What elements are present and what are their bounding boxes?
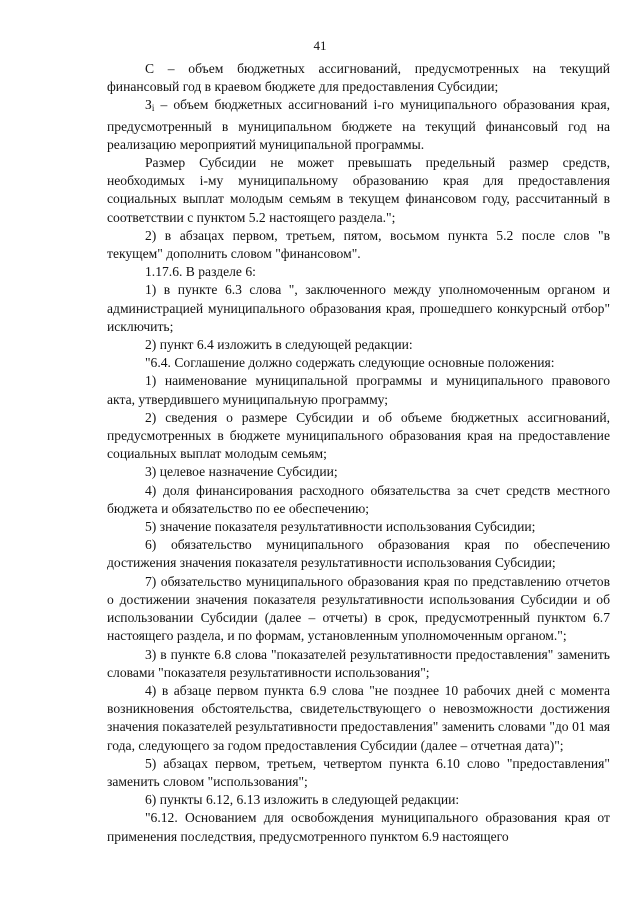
paragraph: 2) пункт 6.4 изложить в следующей редакции: [145, 337, 413, 353]
paragraph: "6.4. Соглашение должно содержать следующие основные положения: [145, 355, 555, 371]
list-item: 7) обязательство муниципального образования края по представлению отчетов о достижении значения показателя результативности использования Субсидии и об использовании Субсидии (далее – отчеты) в срок, предусмотренный пунктом 6.7 настоящего раздела, и по формам, установленным уполномоченным органом."; [107, 573, 610, 644]
paragraph: С – объем бюджетных ассигнований, предусмотренных на текущий финансовый год в краевом бюджете для предоставления Субсидии; [107, 61, 610, 95]
page-number: 41 [313, 38, 327, 53]
paragraph: 1) в пункте 6.3 слова ", заключенного между уполномоченным органом и администрацией муниципального образования края, прошедшего конкурсный отбор" исключить; [107, 282, 610, 334]
list-item: 1) наименование муниципальной программы и муниципального правового акта, утвердившего муниципальную программу; [107, 373, 610, 407]
paragraph: 2) в абзацах первом, третьем, пятом, восьмом пункта 5.2 после слов "в текущем" дополнить словом "финансовом". [107, 227, 610, 262]
list-item: 4) доля финансирования расходного обязательства за счет средств местного бюджета и обязательство по ее обеспечению; [107, 482, 610, 516]
list-item: 2) сведения о размере Субсидии и об объеме бюджетных ассигнований, предусмотренных в бюджете муниципального образования края на предоставление социальных выплат молодым семьям; [107, 409, 610, 462]
paragraph: 5) абзацах первом, третьем, четвертом пункта 6.10 слово "предоставления" заменить словом "использования"; [107, 755, 610, 789]
paragraph: 4) в абзаце первом пункта 6.9 слова "не позднее 10 рабочих дней с момента возникновения обстоятельства, свидетельствующего о невозможности достижения значения показателей результативности предоставления" заменить словами "до 01 мая года, следующего за годом предоставления Субсидии (далее – отчетная дата)"; [107, 682, 610, 753]
section-heading: 1.17.6. В разделе 6: [145, 264, 256, 280]
list-item: 6) обязательство муниципального образования края по обеспечению достижения значения показателя результативности использования Субсидии; [107, 537, 610, 571]
paragraph: 3) в пункте 6.8 слова "показателей результативности предоставления" заменить словами "показателя результативности использования"; [107, 646, 610, 680]
paragraph: Размер Субсидии не может превышать предельный размер средств, необходимых i-му муниципальному образованию края для предоставления социальных выплат молодым семьям в текущем финансовом году, рассчитанный в соответствии с пунктом 5.2 настоящего раздела."; [107, 155, 610, 225]
variable-subscript: i [151, 103, 155, 114]
variable-symbol: З [145, 97, 152, 113]
list-item: 3) целевое назначение Субсидии; [145, 464, 338, 480]
list-item: 5) значение показателя результативности использования Субсидии; [145, 519, 536, 535]
paragraph: "6.12. Основанием для освобождения муниципального образования края от применения последствия, предусмотренного пунктом 6.9 настоящего [107, 810, 610, 844]
paragraph: 6) пункты 6.12, 6.13 изложить в следующей редакции: [145, 792, 460, 808]
paragraph: $З_i$ – объем бюджетных ассигнований i-го муниципального образования края, предусмотренный в муниципальном бюджете на текущий финансовый год на реализацию мероприятий муниципальной программы. [107, 97, 610, 152]
document-body [107, 60, 610, 846]
